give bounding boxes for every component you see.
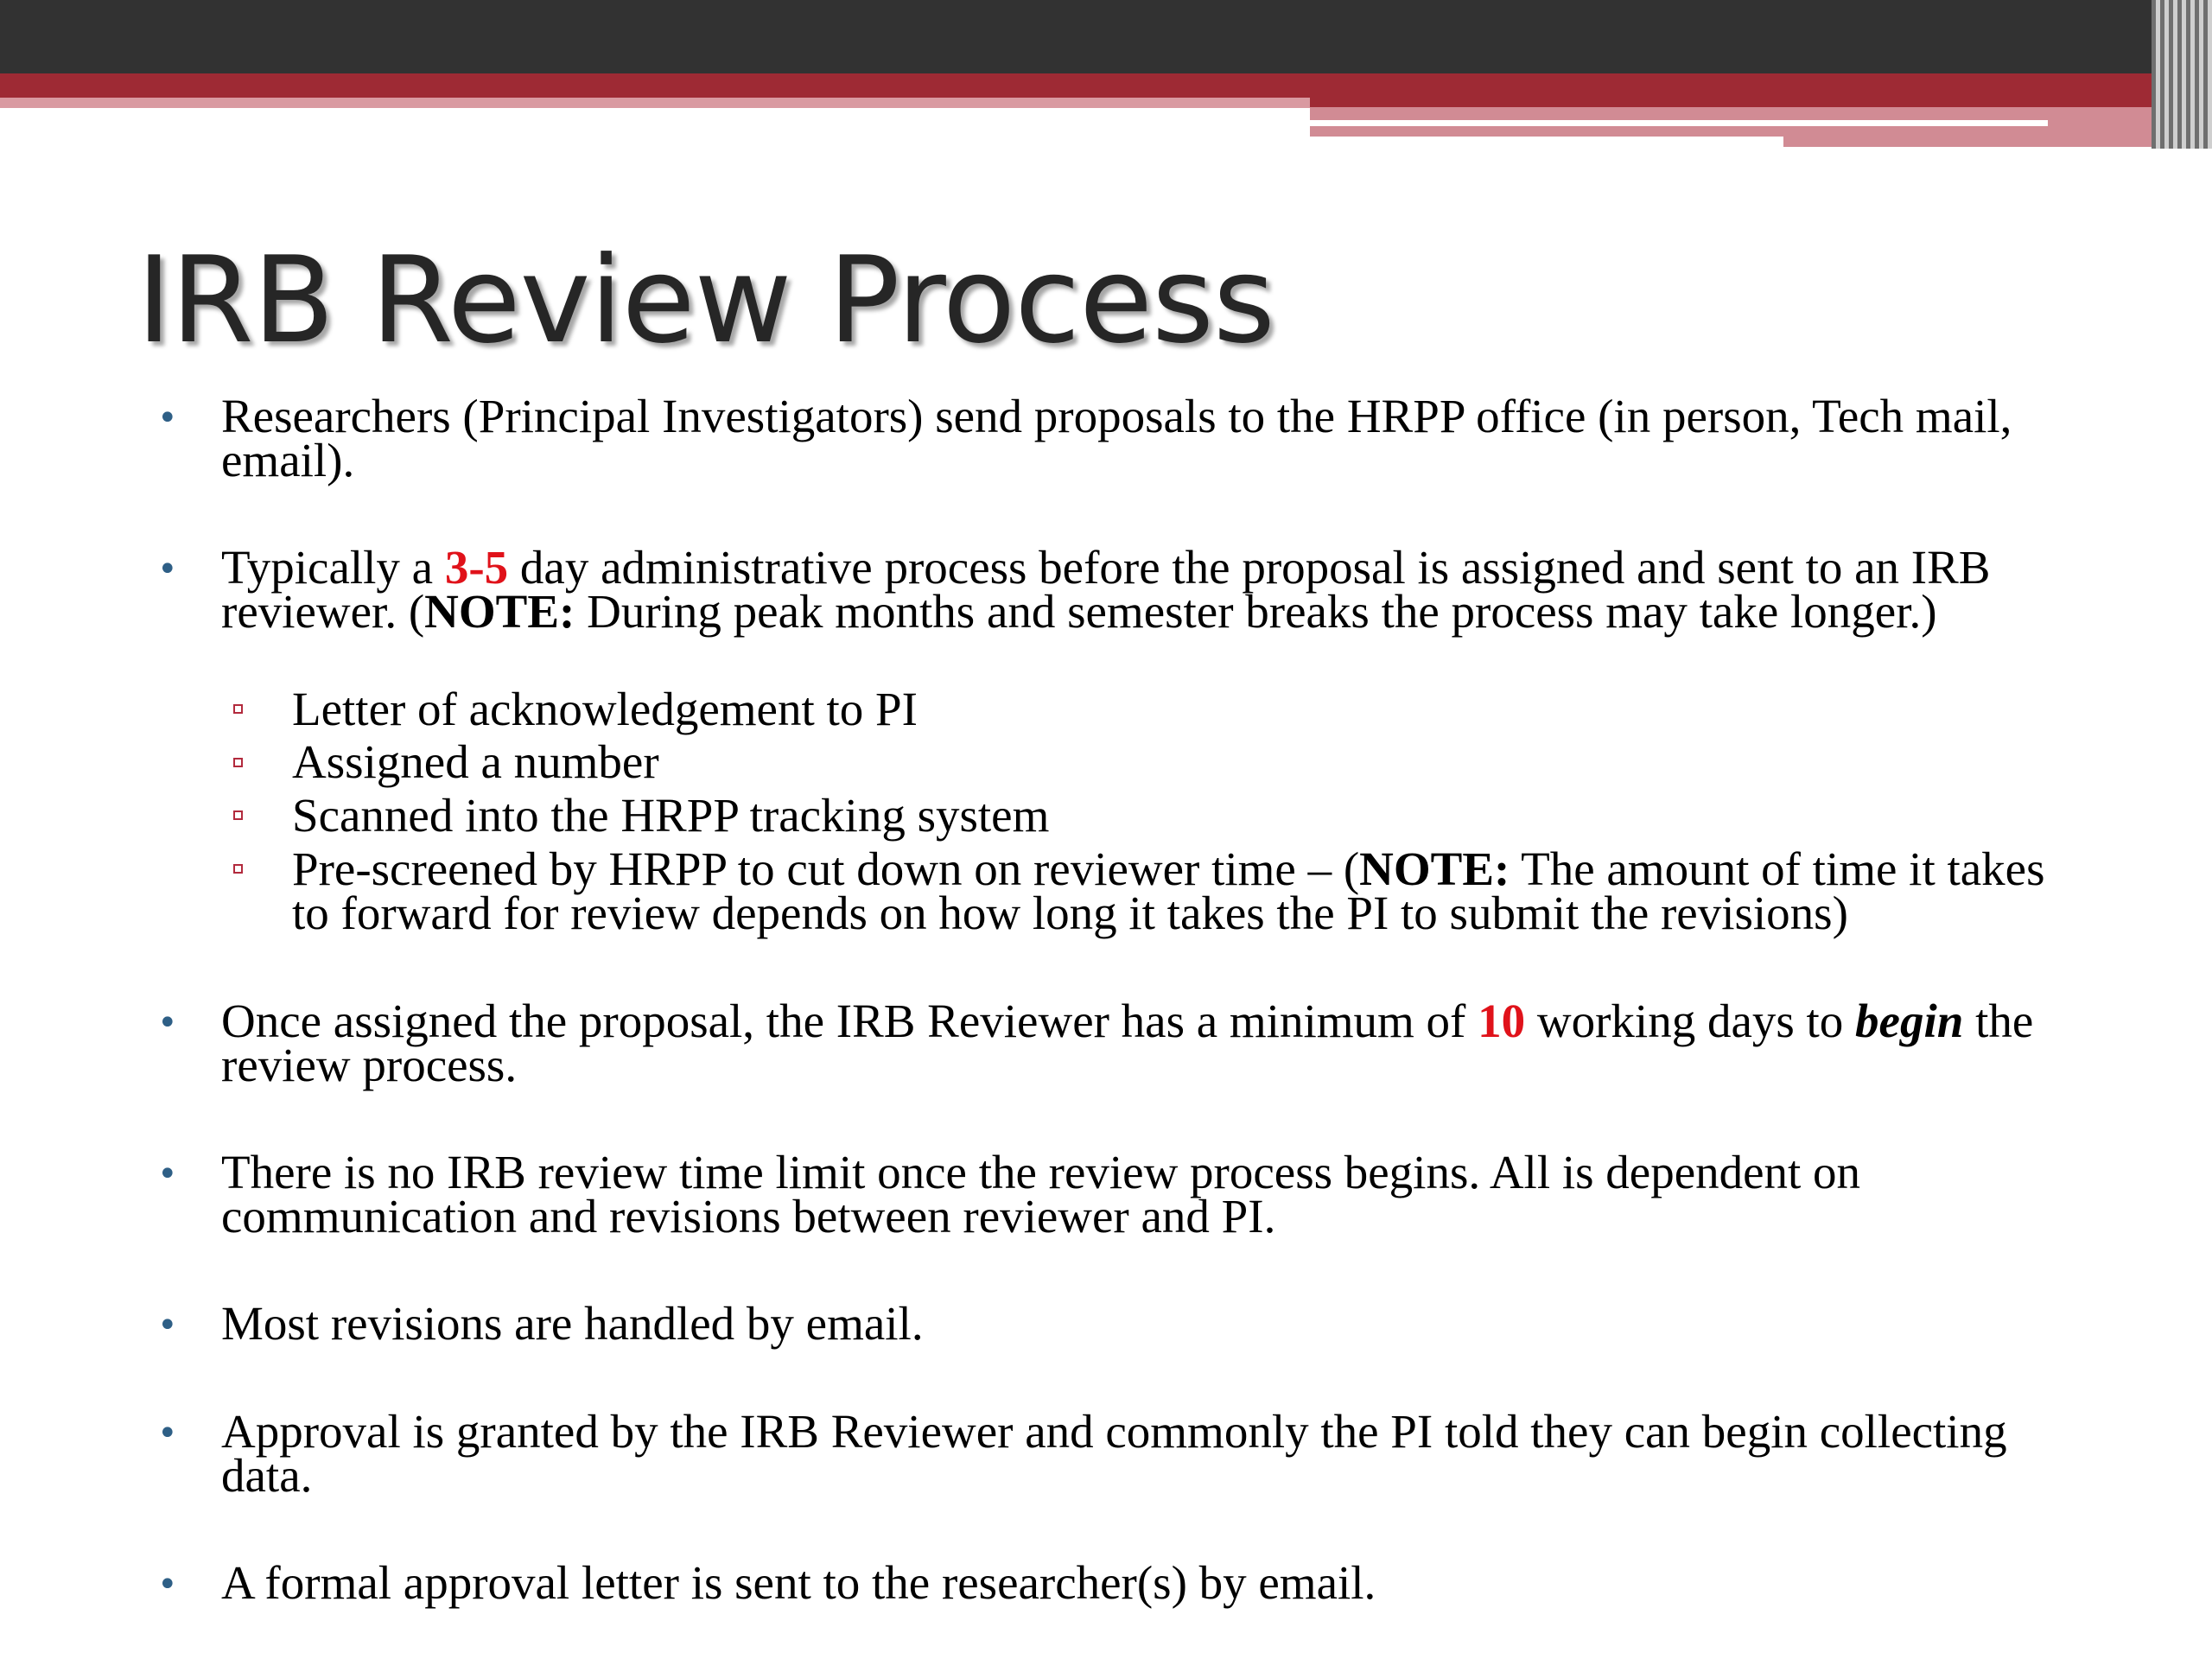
header-white-line <box>1310 120 2048 126</box>
bullet-item <box>221 995 2079 1091</box>
bullet-text: Once assigned the proposal, the IRB Reviewer has a minimum of <box>221 995 1478 1047</box>
header-edge-stripes <box>2152 0 2212 149</box>
working-days-highlight: 10 <box>1478 995 1526 1047</box>
bullet-text: A formal approval letter is sent to the researcher(s) by email. <box>221 1556 1376 1609</box>
sub-bullet-item <box>292 683 2081 735</box>
sub-bullet-text: Scanned into the HRPP tracking system <box>292 789 1050 842</box>
note-label: NOTE: <box>1359 842 1510 895</box>
header-white-line <box>1310 137 1783 149</box>
bullet-text: There is no IRB review time limit once the review process begins. All is dependent on communication and revisions between reviewer and PI. <box>221 1146 1861 1243</box>
sub-bullet-text: Letter of acknowledgement to PI <box>292 683 918 735</box>
bullet-marker: • <box>157 1306 178 1345</box>
bullet-text: During peak months and semester breaks the process may take longer.) <box>575 585 1937 638</box>
bullet-marker: • <box>157 1154 178 1194</box>
bullet-text: Most revisions are handled by email. <box>221 1297 924 1350</box>
sub-bullet-marker <box>233 758 243 767</box>
sub-bullet-marker <box>233 810 243 820</box>
bullet-text: day administrative process before the proposal is assigned and sent to an IRB reviewer. ( <box>221 541 1991 638</box>
bullet-item <box>221 1146 2079 1243</box>
bullet-marker: • <box>157 398 178 438</box>
sub-bullet-marker <box>233 864 243 874</box>
sub-bullet-marker <box>233 704 243 714</box>
sub-bullet-text: Assigned a number <box>292 735 659 788</box>
slide-title: IRB Review Process <box>137 231 1274 370</box>
bullet-item <box>221 1556 2079 1609</box>
bullet-text: the review process. <box>221 995 2034 1091</box>
bullet-item <box>221 1297 2079 1350</box>
bullet-text: Approval is granted by the IRB Reviewer and commonly the PI told they can begin collecting data. <box>221 1405 2007 1502</box>
header-dark-bar <box>0 0 2212 73</box>
header-pink-band-left <box>0 98 1310 108</box>
begin-emphasis: begin <box>1855 995 1964 1047</box>
bullet-marker: • <box>157 550 178 589</box>
sub-bullet-item <box>292 842 2081 939</box>
sub-bullet-text: The amount of time it takes to forward for review depends on how long it takes the PI to submit the revisions) <box>292 842 2045 939</box>
day-range-highlight: 3-5 <box>444 541 509 594</box>
sub-bullet-text: Pre-screened by HRPP to cut down on reviewer time – ( <box>292 842 1360 895</box>
bullet-item <box>221 541 2079 638</box>
sub-bullet-item <box>292 789 2081 842</box>
bullet-text: Researchers (Principal Investigators) send proposals to the HRPP office (in person, Tech mail, email). <box>221 390 2012 486</box>
bullet-marker: • <box>157 1003 178 1043</box>
note-label: NOTE: <box>424 585 575 638</box>
bullet-text: working days to <box>1525 995 1856 1047</box>
bullet-item <box>221 1405 2079 1502</box>
bullet-marker: • <box>157 1565 178 1605</box>
sub-bullet-item <box>292 735 2081 788</box>
bullet-text: Typically a <box>221 541 445 594</box>
bullet-item <box>221 390 2079 486</box>
bullet-marker: • <box>157 1414 178 1453</box>
